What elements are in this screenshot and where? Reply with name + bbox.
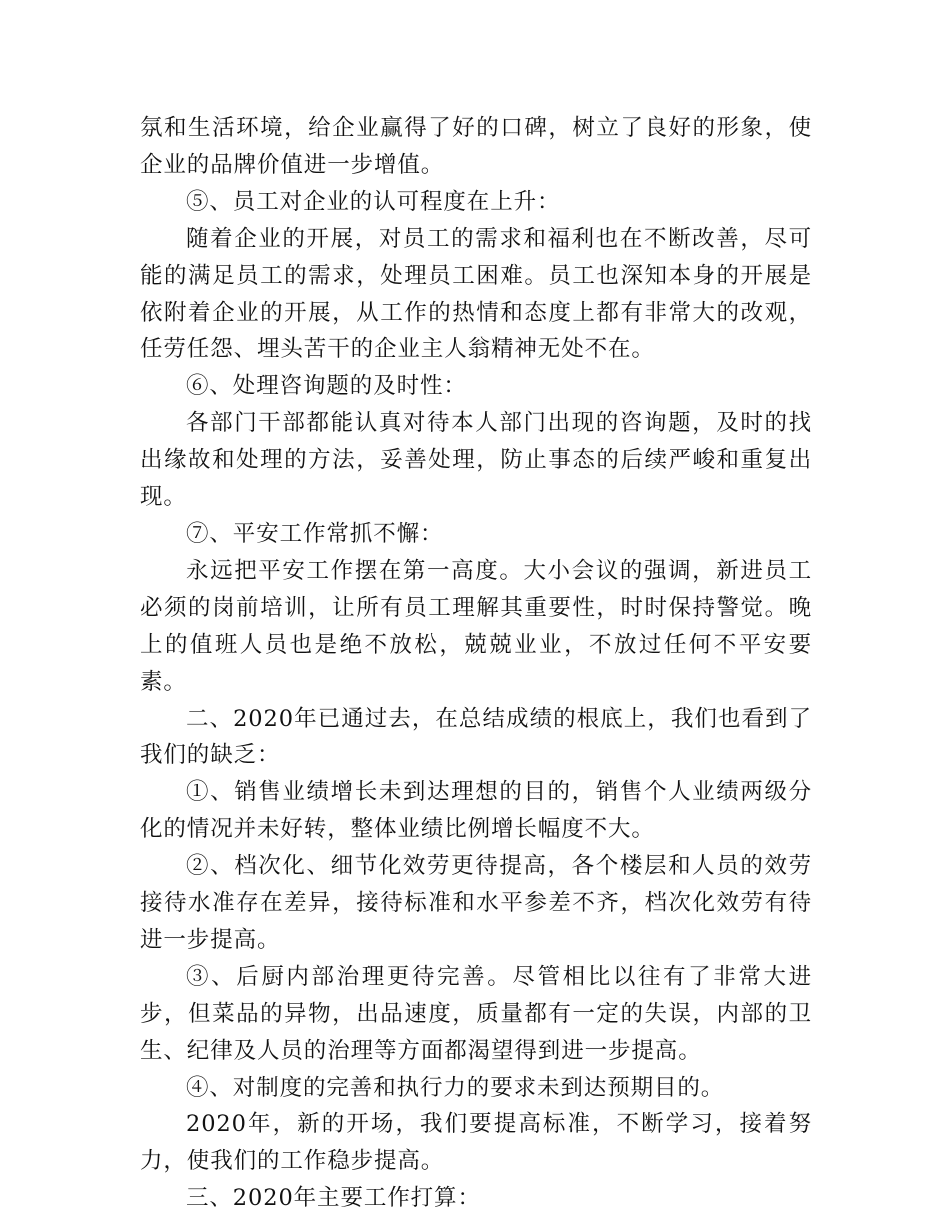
- paragraph: 永远把平安工作摆在第一高度。大小会议的强调，新进员工必须的岗前培训，让所有员工理解其重要性，时时保持警觉。晚上的值班人员也是绝不放松，兢兢业业，不放过任何不平安要素。: [140, 557, 812, 695]
- paragraph: ①、销售业绩增长未到达理想的目的，销售个人业绩两级分化的情况并未好转，整体业绩比例增长幅度不大。: [140, 779, 812, 843]
- paragraph: 随着企业的开展，对员工的需求和福利也在不断改善，尽可能的满足员工的需求，处理员工困难。员工也深知本身的开展是依附着企业的开展，从工作的热情和态度上都有非常大的改观，任劳任怨、埋头苦干的企业主人翁精神无处不在。: [140, 225, 812, 363]
- section-heading: ⑥、处理咨询题的及时性：: [186, 373, 467, 400]
- paragraph: ③、后厨内部治理更待完善。尽管相比以往有了非常大进步，但菜品的异物，出品速度，质量都有一定的失误，内部的卫生、纪律及人员的治理等方面都渴望得到进一步提高。: [140, 963, 812, 1064]
- section-heading: 三、2020年主要工作打算：: [186, 1185, 481, 1212]
- section-heading: ⑦、平安工作常抓不懈：: [186, 520, 444, 547]
- paragraph: ②、档次化、细节化效劳更待提高，各个楼层和人员的效劳接待水准存在差异，接待标准和水平参差不齐，档次化效劳有待进一步提高。: [140, 853, 812, 953]
- section-heading: ⑤、员工对企业的认可程度在上升：: [186, 188, 561, 215]
- section-heading: 二、2020年已通过去，在总结成绩的根底上，我们也看到了我们的缺乏：: [140, 705, 812, 769]
- paragraph: 氛和生活环境，给企业赢得了好的口碑，树立了良好的形象，使企业的品牌价值进一步增值。: [140, 115, 812, 178]
- paragraph: 各部门干部都能认真对待本人部门出现的咨询题，及时的找出缘故和处理的方法，妥善处理，防止事态的后续严峻和重复出现。: [140, 410, 812, 511]
- document-body: [140, 110, 812, 1217]
- paragraph: ④、对制度的完善和执行力的要求未到达预期目的。: [186, 1074, 725, 1101]
- paragraph: 2020年，新的开场，我们要提高标准，不断学习，接着努力，使我们的工作稳步提高。: [140, 1111, 812, 1175]
